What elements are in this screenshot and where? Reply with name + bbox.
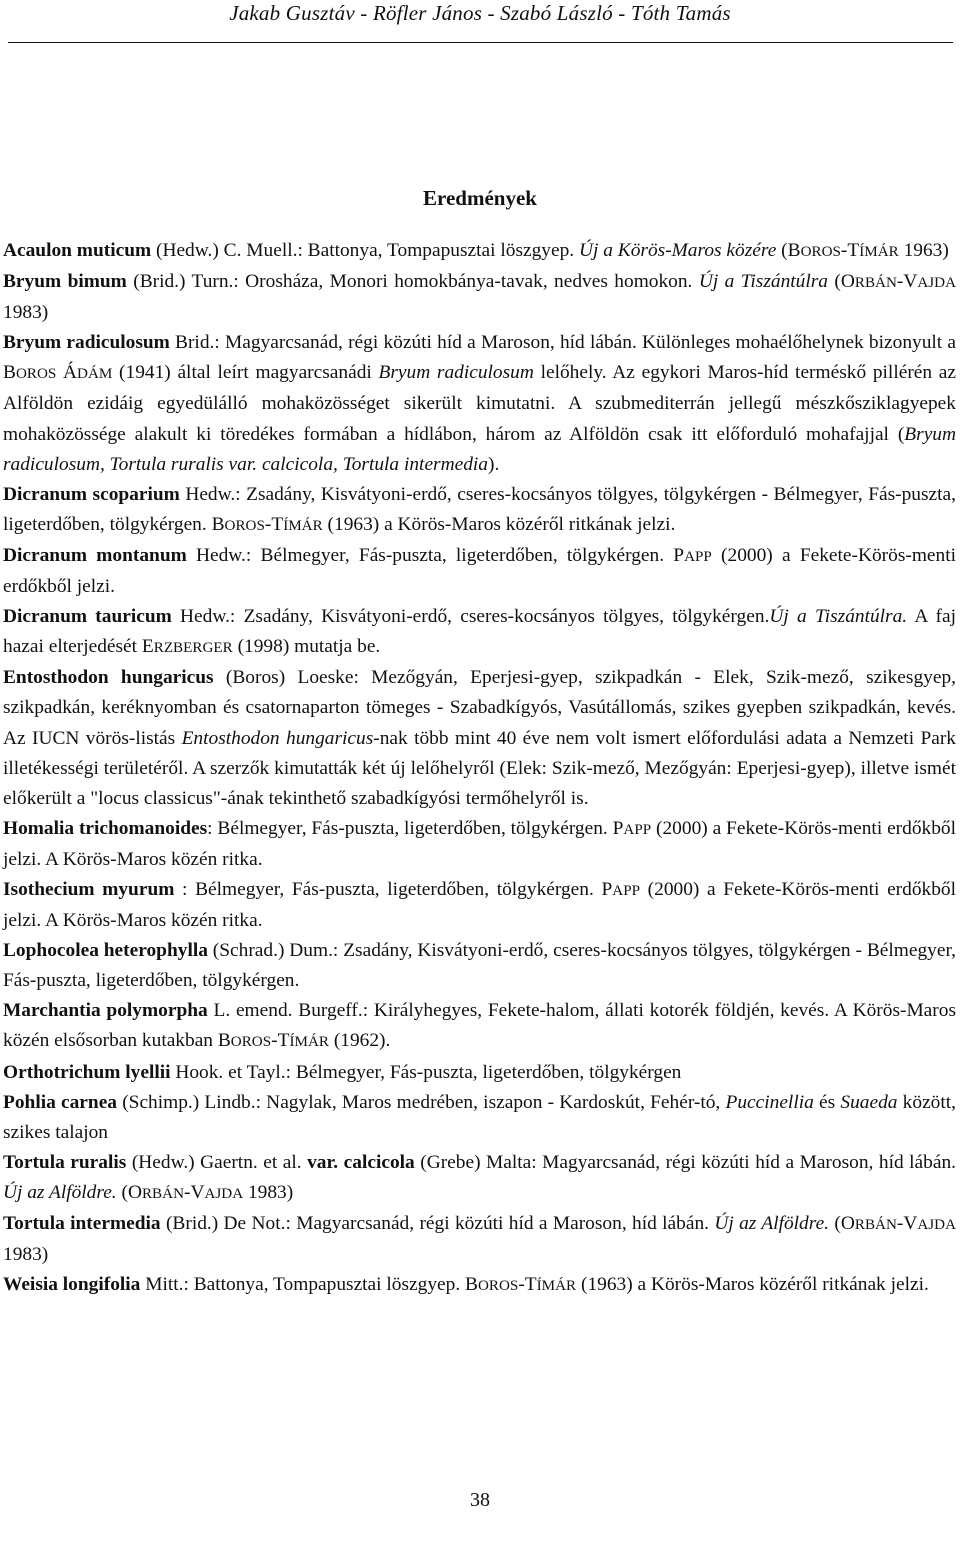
author-smallcaps: RZBERGER bbox=[153, 640, 233, 657]
species-entry bbox=[3, 1058, 956, 1088]
species-list bbox=[3, 236, 956, 1301]
author-smallcaps: DÁM bbox=[77, 366, 113, 383]
species-name: Homalia trichomanoides bbox=[3, 817, 208, 839]
entry-text: (1998) mutatja be. bbox=[232, 636, 381, 658]
entry-text: Mitt.: Battonya, Tompapusztai löszgyep. B bbox=[140, 1274, 478, 1296]
entry-italic: Entosthodon hungaricus bbox=[181, 727, 374, 749]
entry-text: (2000) a Fekete-Körös-menti erdőkből jelzi. A Körös-Maros közén ritka. bbox=[3, 817, 956, 870]
author-smallcaps: OROS bbox=[15, 366, 57, 383]
author-smallcaps: AJDA bbox=[917, 1217, 957, 1233]
entry-text: -T bbox=[264, 513, 284, 535]
species-name: Pohlia carnea bbox=[3, 1091, 117, 1113]
header-rule bbox=[8, 42, 953, 43]
entry-text: és bbox=[813, 1091, 841, 1113]
species-entry bbox=[3, 1148, 956, 1209]
entry-text: Á bbox=[56, 362, 78, 384]
species-name: Lophocolea heterophylla bbox=[3, 940, 208, 962]
author-smallcaps: RBÁN bbox=[854, 275, 897, 292]
entry-text: Hedw.: Zsadány, Kisvátyoni-erdő, cseres-kocsányos tölgyes, tölgykérgen. bbox=[171, 606, 770, 628]
entry-text: L. emend. Burgeff.: Királyhegyes, Fekete-halom, állati kotorék földjén, kevés. A Körös-Maros közén elsősorban kutakban B bbox=[3, 1000, 956, 1052]
species-name: Orthotrichum lyellii bbox=[3, 1061, 171, 1083]
author-smallcaps: AJDA bbox=[204, 1185, 244, 1202]
species-name: Entosthodon hungaricus bbox=[3, 667, 214, 689]
entry-text: (1963) a Körös-Maros közéről ritkának jelzi. bbox=[322, 513, 676, 535]
page-number: 38 bbox=[470, 1489, 490, 1511]
author-smallcaps: RBÁN bbox=[854, 1217, 897, 1233]
species-name: Weisia longifolia bbox=[3, 1274, 141, 1296]
entry-text: (Boros) Loeske: Mezőgyán, Eperjesi-gyep, szikpadkán - Elek, Szik-mező, szikesgyep, szikpadkán, keréknyomban és csatornaparton tömeges - Szabadkígyós, Vasútállomás, szikes gyepben szikpadkán, kevés. Az IUCN vörös-listás bbox=[3, 667, 956, 749]
species-name: Marchantia polymorpha bbox=[3, 1000, 208, 1022]
entry-text: (Schimp.) Lindb.: Nagylak, Maros medrében, iszapon - Kardoskút, Fehér-tó, bbox=[117, 1091, 726, 1113]
entry-text: (O bbox=[116, 1181, 142, 1203]
species-entry bbox=[3, 936, 956, 996]
section-title: Eredmények bbox=[423, 186, 537, 210]
author-smallcaps: AJDA bbox=[917, 275, 957, 292]
page-header bbox=[0, 0, 960, 25]
author-smallcaps: OROS bbox=[477, 1278, 519, 1295]
species-name: Tortula intermedia bbox=[3, 1213, 161, 1234]
entry-text: (Hedw.) Gaertn. et al. bbox=[126, 1151, 308, 1173]
running-title: Jakab Gusztáv - Röfler János - Szabó László - Tóth Tamás bbox=[229, 1, 731, 25]
entry-text: Hedw.: Bélmegyer, Fás-puszta, ligeterdőben, tölgykérgen. P bbox=[186, 544, 685, 566]
entry-text: (1962). bbox=[328, 1030, 391, 1052]
species-name: Isothecium myurum bbox=[3, 878, 175, 900]
entry-text: -T bbox=[271, 1030, 290, 1052]
species-name: Acaulon muticum bbox=[3, 240, 152, 261]
entry-italic: Új az Alföldre. bbox=[3, 1181, 117, 1203]
species-entry bbox=[3, 1209, 956, 1270]
species-entry bbox=[3, 1088, 956, 1148]
author-smallcaps: ÍMÁR bbox=[859, 244, 899, 260]
author-smallcaps: ÍMÁR bbox=[283, 517, 323, 534]
entry-italic: Új a Tiszántúlra. bbox=[769, 606, 908, 628]
species-entry bbox=[3, 663, 956, 813]
entry-text: (Grebe) Malta: Magyarcsanád, régi közúti híd a Maroson, híd lábán. bbox=[414, 1151, 956, 1173]
species-name: Dicranum montanum bbox=[3, 544, 187, 566]
author-smallcaps: OROS bbox=[224, 517, 265, 534]
entry-italic: Bryum radiculosum bbox=[378, 362, 534, 384]
entry-text: (O bbox=[829, 1213, 855, 1234]
entry-italic: Puccinellia bbox=[725, 1091, 814, 1113]
entry-text: (O bbox=[828, 271, 855, 293]
species-entry bbox=[3, 996, 956, 1057]
entry-text: ). bbox=[487, 453, 500, 475]
entry-text: A faj hazai elterjedését E bbox=[3, 606, 956, 658]
entry-text: (Brid.) Turn.: Orosháza, Monori homokbánya-tavak, nedves homokon. bbox=[126, 271, 699, 293]
entry-italic: Bryum radiculosum, Tortula ruralis var. calcicola, Tortula intermedia bbox=[3, 423, 956, 475]
entry-text: Brid.: Magyarcsanád, régi közúti híd a Maroson, híd lábán. Különleges mohaélőhelynek bizonyult a B bbox=[3, 332, 956, 384]
entry-italic: Suaeda bbox=[840, 1091, 898, 1113]
entry-text: (Brid.) De Not.: Magyarcsanád, régi közúti híd a Maroson, híd lábán. bbox=[160, 1213, 715, 1234]
entry-text: -nak több mint 40 éve nem volt ismert előfordulási adata a Nemzeti Park illetékességi területéről. A szerzők kimutatták két új lelőhelyről (Elek: Szik-mező, Mezőgyán: Eperjesi-gyep), illetve ismét előkerült a "locus classicus"-ának tekinthető szabadkígyósi termőhelyről is. bbox=[3, 727, 957, 809]
entry-text: -T bbox=[840, 240, 860, 261]
entry-text: (B bbox=[776, 240, 801, 261]
species-entry bbox=[3, 541, 956, 602]
entry-text: 1983) bbox=[3, 302, 49, 324]
entry-text: Hook. et Tayl.: Bélmegyer, Fás-puszta, ligeterdőben, tölgykérgen bbox=[170, 1061, 682, 1083]
entry-italic: Új a Körös-Maros közére bbox=[579, 240, 777, 261]
entry-text: (1941) által leírt magyarcsanádi bbox=[112, 362, 379, 384]
entry-text: : Bélmegyer, Fás-puszta, ligeterdőben, tölgykérgen. P bbox=[207, 817, 624, 839]
entry-text: : Bélmegyer, Fás-puszta, ligeterdőben, tölgykérgen. P bbox=[174, 878, 613, 900]
species-name: Tortula ruralis bbox=[3, 1151, 127, 1173]
species-entry bbox=[3, 328, 956, 479]
author-smallcaps: OROS bbox=[800, 244, 841, 260]
species-name: Bryum bimum bbox=[3, 271, 127, 293]
entry-text: (2000) a Fekete-Körös-menti erdőkből jelzi. bbox=[3, 544, 956, 598]
species-name: Dicranum tauricum bbox=[3, 606, 172, 628]
entry-text: -V bbox=[896, 1213, 918, 1234]
entry-text: -V bbox=[184, 1181, 205, 1203]
entry-text: (Hedw.) C. Muell.: Battonya, Tompapusztai löszgyep. bbox=[151, 240, 579, 261]
species-entry bbox=[3, 602, 956, 663]
author-smallcaps: RBÁN bbox=[141, 1185, 184, 1202]
entry-text: (Schrad.) Dum.: Zsadány, Kisvátyoni-erdő, cseres-kocsányos tölgyes, tölgykérgen - Bélmegyer, Fás-puszta, ligeterdőben, tölgykérgen. bbox=[3, 940, 956, 992]
author-smallcaps: APP bbox=[684, 548, 712, 565]
entry-text: Hedw.: Zsadány, Kisvátyoni-erdő, cseres-kocsányos tölgyes, tölgykérgen - Bélmegyer, Fás-puszta, ligeterdőben, tölgykérgen. B bbox=[3, 483, 956, 535]
entry-text: között, szikes talajon bbox=[3, 1091, 956, 1143]
variety-name: var. calcicola bbox=[307, 1151, 415, 1173]
species-name: Dicranum scoparium bbox=[3, 483, 180, 505]
entry-text: 1983) bbox=[243, 1181, 294, 1203]
author-smallcaps: APP bbox=[612, 882, 641, 899]
species-entry bbox=[3, 480, 956, 541]
entry-italic: Új a Tiszántúlra bbox=[698, 271, 828, 293]
species-entry bbox=[3, 267, 956, 328]
species-entry bbox=[3, 236, 956, 267]
species-entry bbox=[3, 814, 956, 875]
species-entry bbox=[3, 875, 956, 936]
author-smallcaps: OROS bbox=[230, 1034, 272, 1051]
species-entry bbox=[3, 1270, 956, 1301]
species-name: Bryum radiculosum bbox=[3, 332, 170, 354]
entry-text: (1963) a Körös-Maros közéről ritkának jelzi. bbox=[576, 1274, 929, 1296]
entry-text: 1983) bbox=[3, 1244, 49, 1266]
entry-text: (2000) a Fekete-Körös-menti erdőkből jelzi. A Körös-Maros közén ritka. bbox=[3, 878, 956, 932]
author-smallcaps: APP bbox=[623, 821, 652, 838]
entry-text: 1963) bbox=[898, 240, 949, 261]
entry-text: -V bbox=[896, 271, 918, 293]
author-smallcaps: ÍMÁR bbox=[536, 1278, 577, 1295]
entry-text: lelőhely. Az egykori Maros-híd terméskő pillérén az Alföldön ezidáig egyedülálló mohaközösséget sikerült kimutatni. A szubmediterrán jellegű mészkősziklagyepek mohaközössége alakult ki töredékes formában a hídlábon, három az Alföldön csak itt előforduló mohafajjal ( bbox=[3, 362, 957, 445]
author-smallcaps: ÍMÁR bbox=[289, 1034, 329, 1051]
entry-italic: Új az Alföldre. bbox=[714, 1213, 830, 1234]
entry-text: -T bbox=[518, 1274, 537, 1296]
